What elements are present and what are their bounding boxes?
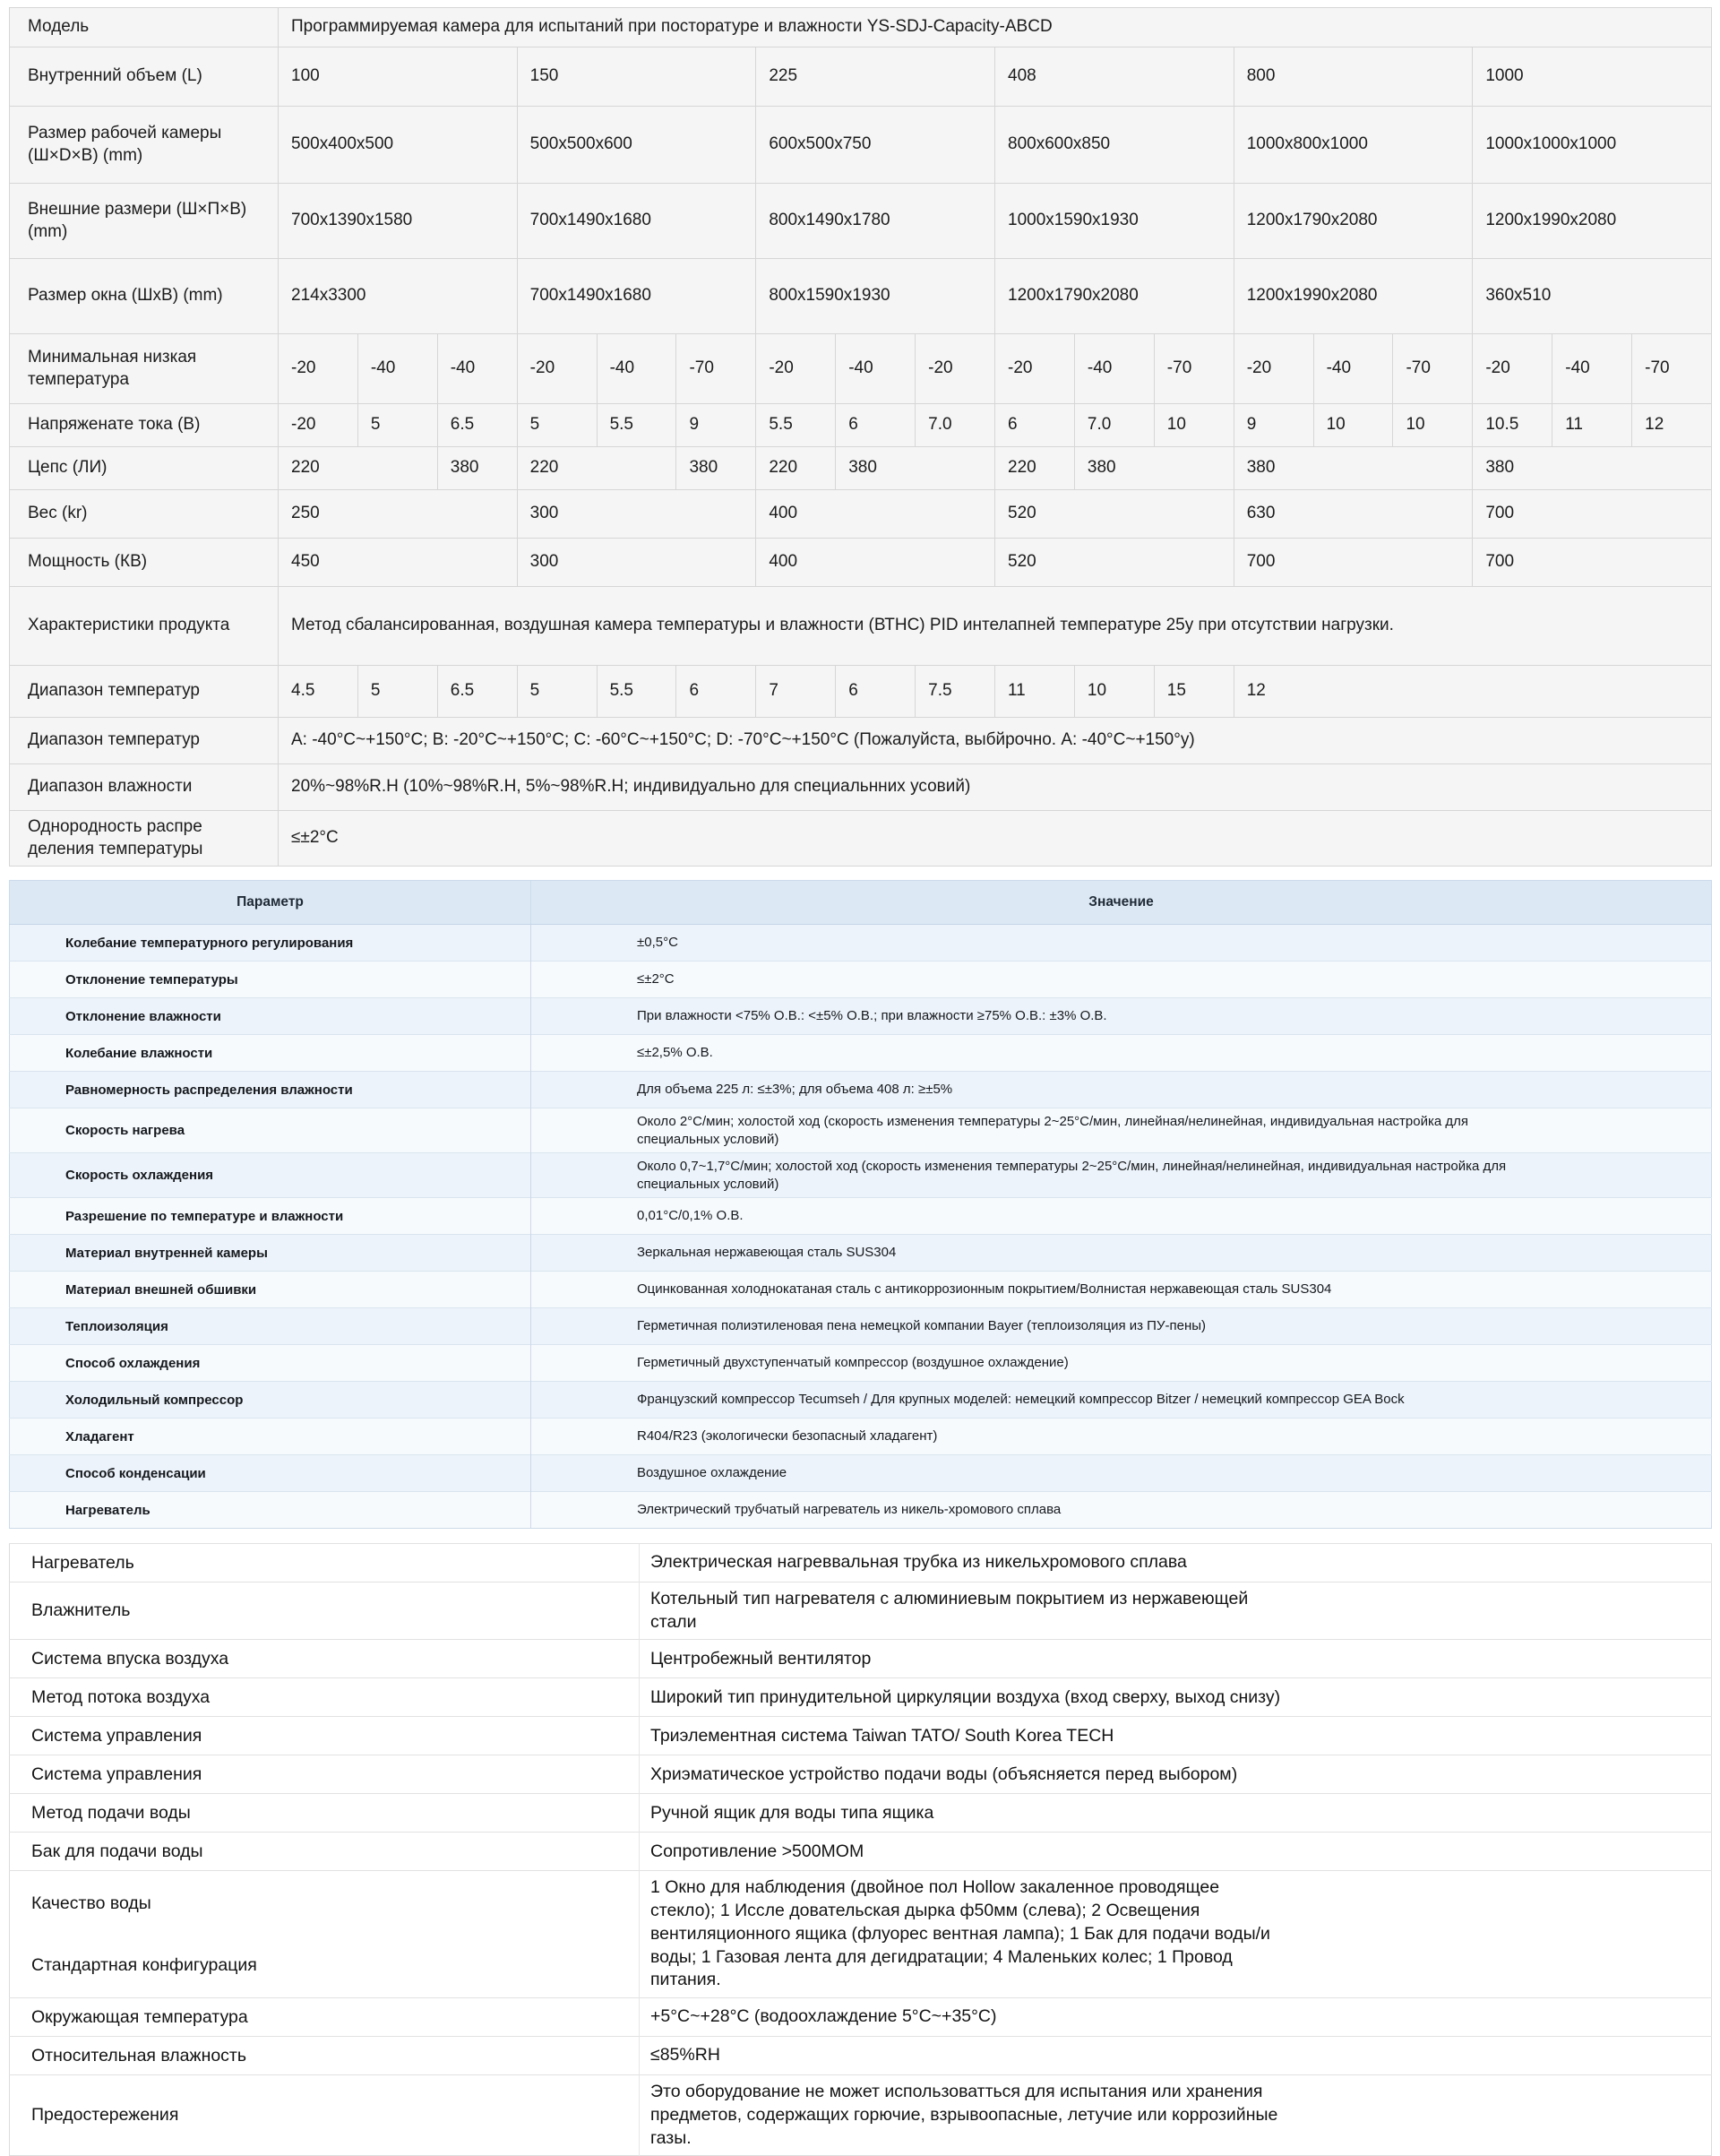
spec-cell: 6 — [676, 666, 756, 718]
spec-cell: 11 — [1552, 404, 1632, 447]
spec-value-text: Электрическая нагреввальная трубка из никельхромового сплава — [650, 1552, 1187, 1573]
parameter-value-text: ±0,5°C — [637, 935, 678, 951]
parameter-value — [531, 1492, 1712, 1529]
spec-cell: 10 — [1154, 404, 1234, 447]
spec-cell: 1000x800x1000 — [1234, 107, 1473, 184]
table-row — [10, 1308, 1712, 1345]
table-row — [10, 447, 1712, 490]
spec-label-top: Качество воды — [31, 1893, 151, 1913]
spec-cell: 10.5 — [1473, 404, 1552, 447]
parameter-label: Способ охлаждения — [10, 1345, 531, 1382]
spec-cell: -70 — [676, 334, 756, 404]
parameter-table-header — [10, 881, 1712, 925]
parameter-value-text: Около 0,7~1,7°С/мин; холостой ход (скорость изменения температуры 2~25°С/мин, линейная/нелинейная, индивидуальная настройка для специальных условий) — [637, 1159, 1507, 1192]
row-label: Внешние размери (Ш×П×В) (mm) — [10, 184, 279, 259]
spec-cell: -20 — [916, 334, 995, 404]
table-row — [10, 1717, 1712, 1755]
table-row — [10, 1998, 1712, 2037]
spec-label: Система управления — [10, 1755, 640, 1794]
spec-cell: 150 — [517, 47, 756, 107]
parameter-value-text: R404/R23 (экологически безопасный хладагент) — [637, 1428, 938, 1445]
spec-label: Бак для подачи воды — [10, 1833, 640, 1871]
parameter-value-text: ≤±2,5% О.В. — [637, 1045, 713, 1061]
spec-cell: 10 — [1313, 404, 1393, 447]
spec-cell: 5.5 — [597, 404, 676, 447]
spec-cell: 9 — [1234, 404, 1313, 447]
table-row — [10, 1035, 1712, 1072]
spec-label: Система управления — [10, 1717, 640, 1755]
table-row — [10, 1272, 1712, 1308]
spec-value — [640, 1640, 1712, 1678]
parameter-label: Отклонение температуры — [10, 962, 531, 998]
spec-cell: -20 — [756, 334, 836, 404]
additional-spec-table — [9, 1543, 1712, 2156]
table-row — [10, 2037, 1712, 2075]
spec-cell: -20 — [1234, 334, 1313, 404]
table-row — [10, 811, 1712, 867]
table-row — [10, 998, 1712, 1035]
spec-cell: 520 — [995, 490, 1234, 539]
table-row — [10, 962, 1712, 998]
parameter-label: Скорость нагрева — [10, 1108, 531, 1153]
parameter-label: Равномерность распределения влажности — [10, 1072, 531, 1108]
spec-cell: 5.5 — [597, 666, 676, 718]
spec-value — [640, 1755, 1712, 1794]
spec-value-text: Широкий тип принудительной циркуляции воздуха (вход сверху, выход снизу) — [650, 1686, 1281, 1707]
param-column-header: Параметр — [10, 881, 531, 925]
parameter-value — [531, 1153, 1712, 1198]
spec-label: Относительная влажность — [10, 2037, 640, 2075]
spec-cell: 6 — [995, 404, 1075, 447]
table-row — [10, 925, 1712, 962]
spec-cell: 5 — [517, 666, 597, 718]
parameter-value-text: Электрический трубчатый нагреватель из никель-хромового сплава — [637, 1502, 1062, 1518]
spec-cell: 300 — [517, 490, 756, 539]
spec-cell: 6.5 — [437, 666, 517, 718]
spec-cell: 250 — [279, 490, 518, 539]
spec-cell: 9 — [676, 404, 756, 447]
spec-cell: 408 — [995, 47, 1234, 107]
table-row — [10, 8, 1712, 47]
row-label: Размер окна (ШхВ) (mm) — [10, 259, 279, 334]
spec-cell: 700x1390x1580 — [279, 184, 518, 259]
spec-cell: 1000x1590x1930 — [995, 184, 1234, 259]
spec-cell: 800x1590x1930 — [756, 259, 995, 334]
parameter-label: Холодильный компрессор — [10, 1382, 531, 1419]
parameter-value-text: 0,01°С/0,1% О.В. — [637, 1208, 744, 1224]
spec-cell: 700 — [1473, 490, 1712, 539]
spec-cell: 5.5 — [756, 404, 836, 447]
spec-cell: 500x400x500 — [279, 107, 518, 184]
spec-value-text: ≤85%RH — [650, 2045, 720, 2065]
parameter-value — [531, 1345, 1712, 1382]
spec-label: Система впуска воздуха — [10, 1640, 640, 1678]
parameter-value-text: Около 2°С/мин; холостой ход (скорость изменения температуры 2~25°С/мин, линейная/нелинейная, индивидуальная настройка для специальных условий) — [637, 1114, 1469, 1147]
spec-cell: 214x3300 — [279, 259, 518, 334]
spec-cell: 220 — [517, 447, 676, 490]
spec-cell: 10 — [1393, 404, 1473, 447]
spec-cell: 800 — [1234, 47, 1473, 107]
parameter-label: Способ конденсации — [10, 1455, 531, 1492]
table-row — [10, 587, 1712, 666]
spec-cell: 5 — [517, 404, 597, 447]
spec-cell: -40 — [1313, 334, 1393, 404]
spec-cell: 220 — [995, 447, 1075, 490]
table-row — [10, 1794, 1712, 1833]
spec-value-text: Котельный тип нагревателя с алюминиевым покрытием из нержавеющей стали — [650, 1589, 1249, 1632]
spec-value-text: +5°С~+28°С (водоохлаждение 5°С~+35°С) — [650, 2006, 997, 2027]
table-row — [10, 1153, 1712, 1198]
row-label: Цепс (ЛИ) — [10, 447, 279, 490]
spec-value-text: Ручной ящик для воды типа ящика — [650, 1802, 934, 1823]
table-row — [10, 1492, 1712, 1529]
table-row — [10, 184, 1712, 259]
row-label: Мощность (КВ) — [10, 539, 279, 587]
spec-cell: -40 — [1074, 334, 1154, 404]
spec-cell: 20%~98%R.H (10%~98%R.H, 5%~98%R.H; индивидуально для специальнних усовий) — [279, 764, 1712, 811]
table-row — [10, 1345, 1712, 1382]
spec-cell: 700x1490x1680 — [517, 184, 756, 259]
parameter-value-text: Герметичная полиэтиленовая пена немецкой компании Bayer (теплоизоляция из ПУ-пены) — [637, 1318, 1207, 1334]
parameter-table-body — [10, 925, 1712, 1529]
spec-label-stack — [31, 1893, 638, 1976]
spec-cell: 5 — [357, 404, 437, 447]
spec-cell: 12 — [1234, 666, 1711, 718]
parameter-label: Колебание влажности — [10, 1035, 531, 1072]
parameter-value — [531, 1108, 1712, 1153]
spec-cell: -70 — [1632, 334, 1712, 404]
spec-cell: 500x500x600 — [517, 107, 756, 184]
spec-value — [640, 1833, 1712, 1871]
spec-cell: 380 — [1473, 447, 1712, 490]
spec-cell: 520 — [995, 539, 1234, 587]
row-label: Внутренний объем (L) — [10, 47, 279, 107]
row-label: Диапазон температур — [10, 718, 279, 764]
spec-cell: 380 — [1074, 447, 1234, 490]
parameter-value — [531, 998, 1712, 1035]
row-label: Вес (kr) — [10, 490, 279, 539]
spec-label: Метод подачи воды — [10, 1794, 640, 1833]
table-row — [10, 1583, 1712, 1640]
table-row — [10, 107, 1712, 184]
spec-value-text: 1 Окно для наблюдения (двойное пол Hollow закаленное проводящее стекло); 1 Иссле довательская дырка ф50мм (слева); 2 Освещения вентиляционного ящика (флуорес вентная лампа); 1 Бак для подачи воды/и воды; 1 Газовая лента для дегидратации; 4 Маленьких колес; 1 Провод питания. — [650, 1877, 1270, 1990]
table-row — [10, 1419, 1712, 1455]
table-row — [10, 2075, 1712, 2156]
model-spec-table — [9, 7, 1712, 867]
parameter-value — [531, 1072, 1712, 1108]
spec-cell: 630 — [1234, 490, 1473, 539]
spec-cell: 1200x1790x2080 — [995, 259, 1234, 334]
parameter-label: Отклонение влажности — [10, 998, 531, 1035]
table-row — [10, 1198, 1712, 1235]
spec-value-text: Триэлементная система Taiwan TATO/ South Korea TECH — [650, 1725, 1114, 1746]
spec-cell: 380 — [437, 447, 517, 490]
table-row — [10, 47, 1712, 107]
spec-value — [640, 1544, 1712, 1583]
spec-label-bottom: Стандартная конфигурация — [31, 1954, 257, 1975]
spec-label: Метод потока воздуха — [10, 1678, 640, 1717]
header-row — [10, 881, 1712, 925]
spec-cell: 7.0 — [916, 404, 995, 447]
spec-cell: 380 — [1234, 447, 1473, 490]
parameter-label: Материал внешней обшивки — [10, 1272, 531, 1308]
table-row — [10, 1235, 1712, 1272]
spec-cell: 4.5 — [279, 666, 358, 718]
row-label: Размер рабочей камеры (Ш×D×В) (mm) — [10, 107, 279, 184]
spec-cell: -20 — [279, 404, 358, 447]
table-row — [10, 764, 1712, 811]
spec-value — [640, 1717, 1712, 1755]
parameter-value-table — [9, 880, 1712, 1529]
spec-label: Нагреватель — [10, 1544, 640, 1583]
row-label: Однородность распре деления температуры — [10, 811, 279, 867]
parameter-label: Нагреватель — [10, 1492, 531, 1529]
table-row — [10, 334, 1712, 404]
spec-cell: -20 — [279, 334, 358, 404]
spec-cell: -20 — [517, 334, 597, 404]
spec-value — [640, 1583, 1712, 1640]
spec-cell: 11 — [995, 666, 1075, 718]
row-label: Диапазон температур — [10, 666, 279, 718]
spec-cell: -70 — [1154, 334, 1234, 404]
table-row — [10, 259, 1712, 334]
spec-cell: -20 — [1473, 334, 1552, 404]
spec-value — [640, 2037, 1712, 2075]
parameter-label: Теплоизоляция — [10, 1308, 531, 1345]
spec-cell: -20 — [995, 334, 1075, 404]
spec-label: Окружающая температура — [10, 1998, 640, 2037]
spec-cell: 400 — [756, 539, 995, 587]
table-row — [10, 1382, 1712, 1419]
spec-cell: 5 — [357, 666, 437, 718]
parameter-value-text: Зеркальная нержавеющая сталь SUS304 — [637, 1245, 897, 1261]
spec-cell: -40 — [836, 334, 916, 404]
row-label: Диапазон влажности — [10, 764, 279, 811]
spec-cell: 800x1490x1780 — [756, 184, 995, 259]
spec-cell: 6 — [836, 666, 916, 718]
table-row — [10, 1640, 1712, 1678]
spec-cell: 700 — [1473, 539, 1712, 587]
parameter-value — [531, 1455, 1712, 1492]
spec-value — [640, 1678, 1712, 1717]
spec-cell: 225 — [756, 47, 995, 107]
spec-cell: 220 — [279, 447, 438, 490]
spec-cell: 7.5 — [916, 666, 995, 718]
spec-cell: 1000 — [1473, 47, 1712, 107]
spec-cell: 100 — [279, 47, 518, 107]
parameter-value-text: Французский компрессор Tecumseh / Для крупных моделей: немецкий компрессор Bitzer / немецкий компрессор GEA Bock — [637, 1392, 1405, 1408]
table-row — [10, 539, 1712, 587]
row-label: Минимальная низкая температура — [10, 334, 279, 404]
spec-cell: 10 — [1074, 666, 1154, 718]
spec-cell: -40 — [437, 334, 517, 404]
spec-value-text: Это оборудование не может использоватться для испытания или хранения предметов, содержащих горючие, взрывоопасные, летучие или коррозийные газы. — [650, 2082, 1278, 2148]
spec-cell: 600x500x750 — [756, 107, 995, 184]
spec-cell: -40 — [1552, 334, 1632, 404]
spec-cell: -70 — [1393, 334, 1473, 404]
row-label: Напряженате тока (В) — [10, 404, 279, 447]
table-row — [10, 404, 1712, 447]
spec-cell: 700x1490x1680 — [517, 259, 756, 334]
spec-cell: 380 — [836, 447, 995, 490]
spec-cell: ≤±2°C — [279, 811, 1712, 867]
spec-cell: 12 — [1632, 404, 1712, 447]
spec-cell: 700 — [1234, 539, 1473, 587]
spec-value — [640, 1794, 1712, 1833]
table-row — [10, 1755, 1712, 1794]
spec-cell: 6 — [836, 404, 916, 447]
spec-cell: 220 — [756, 447, 836, 490]
spec-value-text: Сопротивление >500МОМ — [650, 1841, 864, 1861]
spec-cell: 360x510 — [1473, 259, 1712, 334]
spec-label — [10, 1871, 640, 1998]
additional-spec-table-body — [10, 1544, 1712, 2156]
table-row — [10, 1833, 1712, 1871]
spec-label: Предостережения — [10, 2075, 640, 2156]
parameter-value — [531, 1235, 1712, 1272]
spec-cell: 450 — [279, 539, 518, 587]
table-row — [10, 1544, 1712, 1583]
table-row — [10, 1072, 1712, 1108]
spec-cell: 300 — [517, 539, 756, 587]
parameter-value-text: Герметичный двухступенчатый компрессор (воздушное охлаждение) — [637, 1355, 1069, 1371]
spec-label: Влажнитель — [10, 1583, 640, 1640]
parameter-value-text: Оцинкованная холоднокатаная сталь с антикоррозионным покрытием/Волнистая нержавеющая сталь SUS304 — [637, 1281, 1332, 1298]
parameter-value — [531, 1419, 1712, 1455]
parameter-label: Разрешение по температуре и влажности — [10, 1198, 531, 1235]
spec-cell: 1200x1790x2080 — [1234, 184, 1473, 259]
spec-value-text: Центробежный вентилятор — [650, 1648, 872, 1669]
parameter-value — [531, 1272, 1712, 1308]
table-row — [10, 1678, 1712, 1717]
spec-cell: 7 — [756, 666, 836, 718]
spec-cell: 800x600x850 — [995, 107, 1234, 184]
parameter-value — [531, 1198, 1712, 1235]
parameter-value-text: Для объема 225 л: ≤±3%; для объема 408 л: ≥±5% — [637, 1082, 953, 1098]
parameter-value — [531, 925, 1712, 962]
spec-cell: -40 — [357, 334, 437, 404]
row-label: Характеристики продукта — [10, 587, 279, 666]
spec-cell: 1000x1000x1000 — [1473, 107, 1712, 184]
spec-cell: 1200x1990x2080 — [1234, 259, 1473, 334]
parameter-value — [531, 962, 1712, 998]
spec-value — [640, 1871, 1712, 1998]
parameter-label: Хладагент — [10, 1419, 531, 1455]
spec-value — [640, 2075, 1712, 2156]
spec-cell: Программируемая камера для испытаний при посторатуре и влажности YS-SDJ-Capacity-ABCD — [279, 8, 1712, 47]
table-row — [10, 718, 1712, 764]
table-row — [10, 1108, 1712, 1153]
parameter-value-text: ≤±2°C — [637, 971, 675, 987]
spec-value-text: Хриэматическое устройство подачи воды (объясняется перед выбором) — [650, 1764, 1238, 1784]
table-row — [10, 666, 1712, 718]
spec-cell: 400 — [756, 490, 995, 539]
parameter-value — [531, 1035, 1712, 1072]
spec-cell: 15 — [1154, 666, 1234, 718]
spec-cell: 7.0 — [1074, 404, 1154, 447]
parameter-label: Материал внутренней камеры — [10, 1235, 531, 1272]
parameter-label: Колебание температурного регулирования — [10, 925, 531, 962]
table-row — [10, 1871, 1712, 1998]
parameter-value — [531, 1308, 1712, 1345]
spec-cell: 6.5 — [437, 404, 517, 447]
spec-value — [640, 1998, 1712, 2037]
spec-cell: 380 — [676, 447, 756, 490]
model-spec-table-body — [10, 8, 1712, 867]
spec-cell: 1200x1990x2080 — [1473, 184, 1712, 259]
parameter-value — [531, 1382, 1712, 1419]
parameter-label: Скорость охлаждения — [10, 1153, 531, 1198]
parameter-value-text: При влажности <75% О.В.: <±5% О.В.; при влажности ≥75% О.В.: ±3% О.В. — [637, 1008, 1107, 1024]
spec-cell: Метод сбалансированная, воздушная камера температуры и влажности (ВТНС) PID интелапней температуре 25у при отсутствии нагрузки. — [279, 587, 1712, 666]
value-column-header: Значение — [531, 881, 1712, 925]
spec-cell: A: -40°C~+150°C; B: -20°C~+150°C; C: -60°C~+150°C; D: -70°C~+150°C (Пожалуйста, выбйрочно. A: -40°С~+150°у) — [279, 718, 1712, 764]
row-label: Модель — [10, 8, 279, 47]
table-row — [10, 1455, 1712, 1492]
table-row — [10, 490, 1712, 539]
parameter-value-text: Воздушное охлаждение — [637, 1465, 787, 1481]
spec-cell: -40 — [597, 334, 676, 404]
